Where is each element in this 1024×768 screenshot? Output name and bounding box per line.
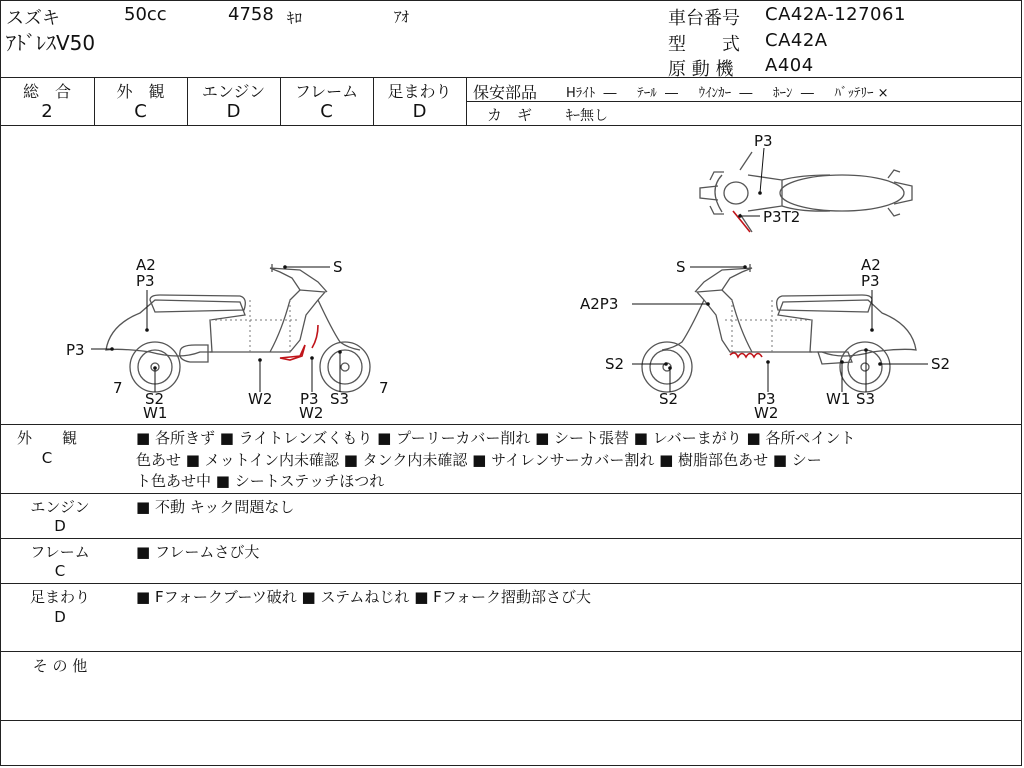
grade-engine-label: エンジン (201, 82, 266, 101)
right-p3-bottom-label: P3 (757, 390, 776, 408)
grade-exterior-value: C (134, 101, 147, 122)
remark-other-label: そ の 他 (32, 657, 88, 675)
safety-items: Hﾗｲﾄ ― ﾃｰﾙ ― ｳｲﾝｶｰ ― ﾎｰﾝ ― ﾊﾞｯﾃﾘｰ × (566, 86, 889, 101)
divider (0, 538, 1022, 539)
chassis-value: CA42A-127061 (765, 4, 906, 25)
remark-exterior-line: 色あせ ■ メットイン内未確認 ■ タンク内未確認 ■ サイレンサーカバー割れ ■ 樹脂部色あせ ■ シー (136, 451, 822, 469)
type-label: 型 式 (668, 34, 740, 55)
remark-exterior-line: ト色あせ中 ■ シートステッチほつれ (136, 472, 385, 490)
left-7-rear-label: 7 (379, 379, 389, 397)
model-name: ｱﾄﾞﾚｽV50 (6, 31, 96, 55)
right-s3-label: S3 (856, 390, 876, 408)
top-p3t2-label: P3T2 (763, 208, 801, 226)
divider (0, 583, 1022, 584)
right-s2-front-label: S2 (605, 355, 625, 373)
mileage: 4758 (228, 4, 274, 25)
divider (0, 651, 1022, 652)
remark-suspension-label: 足まわり (29, 588, 90, 606)
chassis-label: 車台番号 (668, 8, 740, 29)
grade-engine-value: D (226, 101, 241, 122)
grade-frame-value: C (320, 101, 333, 122)
displacement: 50cc (124, 4, 167, 25)
right-p3-label: P3 (861, 272, 880, 290)
left-p3-bottom-label: P3 (300, 390, 319, 408)
left-p3-top-label: P3 (136, 272, 155, 290)
left-p3-front-label: P3 (66, 341, 85, 359)
grade-overall-label: 総 合 (22, 82, 71, 101)
remark-exterior-grade: C (41, 449, 53, 467)
grade-overall-value: 2 (41, 101, 53, 122)
left-w1-label: W1 (143, 404, 168, 422)
left-a2-label: A2 (136, 256, 156, 274)
left-s-label: S (333, 258, 343, 276)
grade-exterior-label: 外 観 (116, 82, 165, 101)
remark-suspension-line: ■ Fフォークブーツ破れ ■ ステムねじれ ■ Fフォーク摺動部さび大 (136, 588, 592, 606)
key-label: カ ギ (487, 106, 533, 124)
grade-suspension-value: D (412, 101, 427, 122)
engine-model-value: A404 (765, 55, 814, 76)
left-w2-bottom-label: W2 (299, 404, 324, 422)
mileage-unit: ｷﾛ (287, 9, 303, 27)
right-w2-label: W2 (754, 404, 779, 422)
scooter-top-view (700, 152, 912, 232)
divider (0, 720, 1022, 721)
remark-frame-label: フレーム (30, 543, 90, 561)
right-a2p3-label: A2P3 (580, 295, 619, 313)
remark-engine-label: エンジン (30, 498, 90, 516)
right-a2-label: A2 (861, 256, 881, 274)
top-p3-label: P3 (754, 132, 773, 150)
maker: スズキ (6, 8, 60, 29)
grade-frame-label: フレーム (294, 82, 359, 101)
left-w2-label: W2 (248, 390, 273, 408)
right-s2-bottom-label: S2 (659, 390, 679, 408)
left-7-front-label: 7 (113, 379, 123, 397)
remark-frame-line: ■ フレームさび大 (136, 543, 260, 561)
divider (0, 493, 1022, 494)
type-value: CA42A (765, 30, 828, 51)
left-s3-label: S3 (330, 390, 350, 408)
grade-suspension-label: 足まわり (387, 82, 452, 101)
right-w1-label: W1 (826, 390, 851, 408)
key-value: ｷｰ無し (566, 108, 608, 124)
remark-exterior-label: 外 観 (16, 429, 77, 447)
color: ｱｵ (394, 8, 410, 26)
engine-model-label: 原 動 機 (668, 59, 734, 80)
left-s2-label: S2 (145, 390, 165, 408)
right-s-label: S (676, 258, 686, 276)
right-s2-rear-label: S2 (931, 355, 951, 373)
remark-exterior-line: ■ 各所きず ■ ライトレンズくもり ■ プーリーカバー削れ ■ シート張替 ■ レバーまがり ■ 各所ペイント (136, 429, 856, 447)
remark-frame-grade: C (54, 562, 66, 580)
remark-engine-line: ■ 不動 キック問題なし (136, 498, 295, 516)
safety-title: 保安部品 (473, 83, 538, 102)
remark-engine-grade: D (54, 517, 66, 535)
remark-suspension-grade: D (54, 608, 66, 626)
